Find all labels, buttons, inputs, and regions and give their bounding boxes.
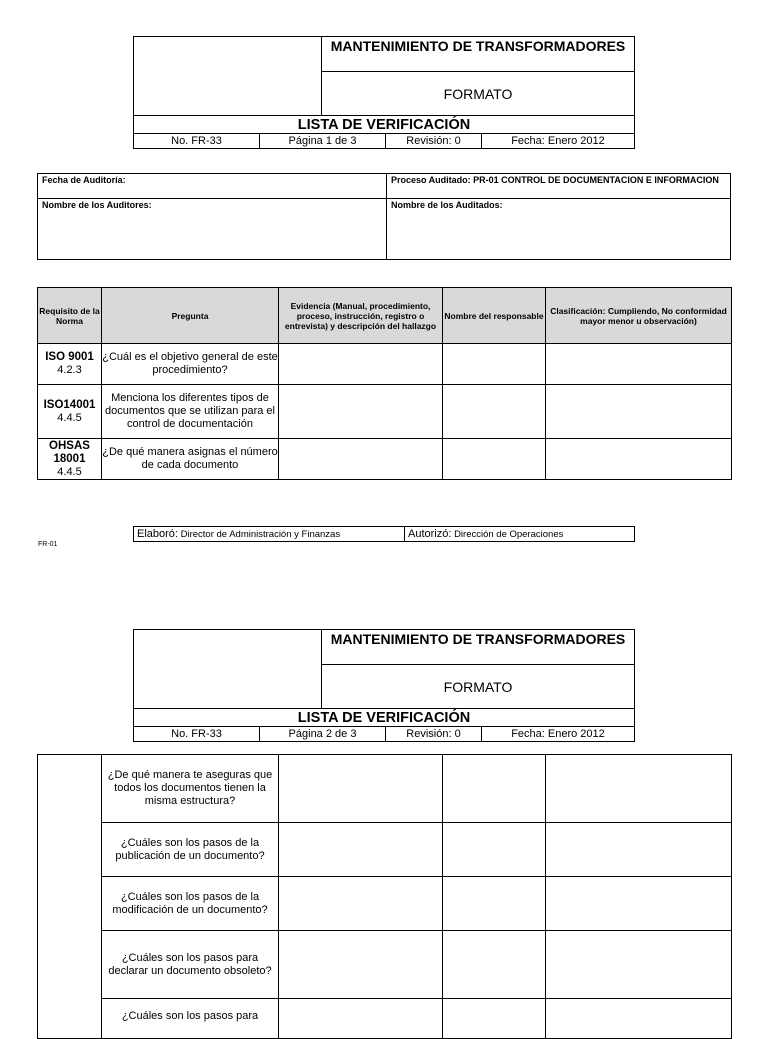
question-cell: Menciona los diferentes tipos de documentos que se utilizan para el control de documentación [102,385,279,439]
table-row [38,385,732,439]
evidence-cell[interactable] [279,877,443,931]
approval-footer [133,526,635,542]
classification-cell[interactable] [546,755,732,823]
prepared-by-label: Elaboró: [137,528,178,540]
classification-cell[interactable] [546,823,732,877]
question-cell: ¿De qué manera te aseguras que todos los documentos tienen la misma estructura? [102,755,279,823]
requirement-cell [38,439,102,480]
classification-cell[interactable] [546,439,732,480]
page2-header [133,629,635,742]
list-title: LISTA DE VERIFICACIÓN [133,115,635,133]
prepared-by-value: Director de Administración y Finanzas [180,529,341,540]
page1-header [133,36,635,149]
audit-info-table [37,173,731,260]
question-cell: ¿Cuáles son los pasos de la publicación de un documento? [102,823,279,877]
question-cell: ¿De qué manera asignas el número de cada documento [102,439,279,480]
audit-date-label: Fecha de Auditoría: [38,174,387,199]
table-row [38,931,732,999]
column-header-responsible: Nombre del responsable [443,288,546,344]
column-header-requirement: Requisito de la Norma [38,288,102,344]
responsible-cell[interactable] [443,823,546,877]
classification-cell[interactable] [546,999,732,1039]
table-row [38,344,732,385]
issue-date: Fecha: Enero 2012 [511,135,605,147]
column-header-classification: Clasificación: Cumpliendo, No conformidad mayor menor u observación) [546,288,732,344]
evidence-cell[interactable] [279,385,443,439]
table-row [38,755,732,823]
document-meta-row [133,726,635,742]
requirement-clause: 4.2.3 [57,364,82,376]
format-label: FORMATO [443,85,513,102]
page-number: Página 2 de 3 [260,727,386,741]
document-title: MANTENIMIENTO DE TRANSFORMADORES [322,37,634,72]
form-code: FR-01 [38,541,58,548]
question-cell: ¿Cuáles son los pasos para declarar un documento obsoleto? [102,931,279,999]
requirement-clause: 4.4.5 [57,411,82,424]
list-title: LISTA DE VERIFICACIÓN [133,708,635,726]
table-row [38,999,732,1039]
format-label: FORMATO [443,678,513,695]
classification-cell[interactable] [546,931,732,999]
auditors-label: Nombre de los Auditores: [38,199,387,260]
document-title: MANTENIMIENTO DE TRANSFORMADORES [322,630,634,665]
doc-number: No. FR-33 [134,134,260,148]
document-meta-row [133,133,635,149]
logo-cell [134,630,322,708]
responsible-cell[interactable] [443,344,546,385]
audited-process-label: Proceso Auditado: PR-01 CONTROL DE DOCUMENTACION E INFORMACION [387,174,731,199]
table-row [38,877,732,931]
table-row [38,439,732,480]
checklist-table-page2 [37,754,732,1039]
evidence-cell[interactable] [279,344,443,385]
classification-cell[interactable] [546,877,732,931]
table-row [38,823,732,877]
evidence-cell[interactable] [279,931,443,999]
question-cell: ¿Cuáles son los pasos de la modificación de un documento? [102,877,279,931]
classification-cell[interactable] [546,385,732,439]
responsible-cell[interactable] [443,385,546,439]
evidence-cell[interactable] [279,755,443,823]
requirement-cell [38,385,102,439]
authorized-by-value: Dirección de Operaciones [454,529,564,540]
issue-date: Fecha: Enero 2012 [511,728,605,740]
requirement-cell [38,344,102,385]
requirement-cell [38,755,102,1039]
column-header-question: Pregunta [102,288,279,344]
column-header-evidence: Evidencia (Manual, procedimiento, proceso, instrucción, registro o entrevista) y descripción del hallazgo [279,288,443,344]
authorized-by-cell [405,527,563,541]
logo-cell [134,37,322,115]
question-cell: ¿Cuál es el objetivo general de este procedimiento? [102,344,279,385]
page-number: Página 1 de 3 [260,134,386,148]
evidence-cell[interactable] [279,999,443,1039]
question-cell: ¿Cuáles son los pasos para [102,999,279,1039]
responsible-cell[interactable] [443,755,546,823]
revision: Revisión: 0 [386,727,482,741]
evidence-cell[interactable] [279,439,443,480]
auditees-label: Nombre de los Auditados: [387,199,731,260]
responsible-cell[interactable] [443,439,546,480]
responsible-cell[interactable] [443,999,546,1039]
authorized-by-label: Autorizó: [408,528,452,540]
evidence-cell[interactable] [279,823,443,877]
doc-number: No. FR-33 [134,727,260,741]
requirement-standard: OHSAS 18001 [49,439,90,465]
checklist-table [37,287,732,480]
revision: Revisión: 0 [386,134,482,148]
requirement-standard: ISO 9001 [45,351,94,363]
requirement-clause: 4.4.5 [57,465,82,478]
responsible-cell[interactable] [443,877,546,931]
requirement-standard: ISO14001 [43,398,96,411]
classification-cell[interactable] [546,344,732,385]
prepared-by-cell [134,527,405,541]
responsible-cell[interactable] [443,931,546,999]
